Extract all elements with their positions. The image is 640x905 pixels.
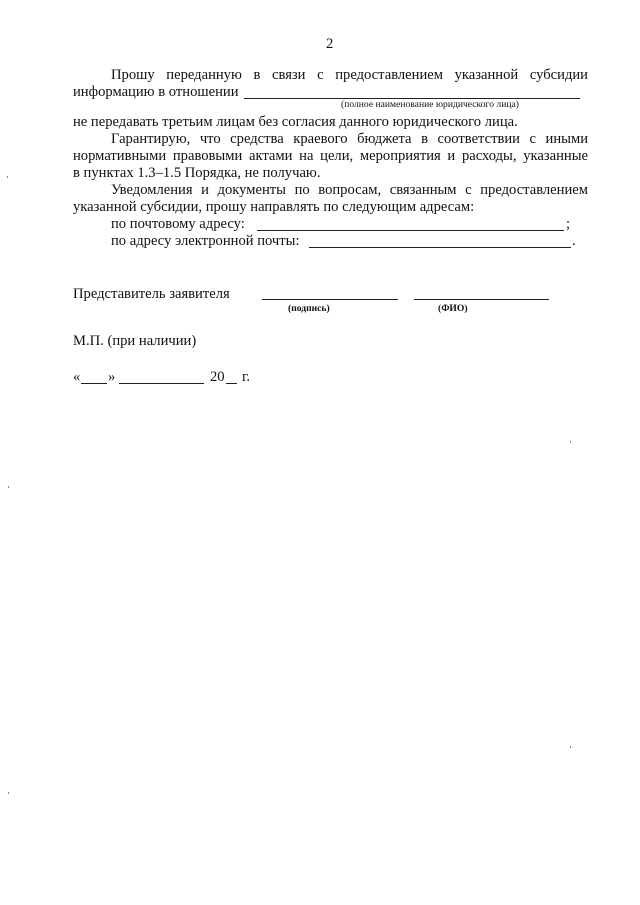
full-name-caption: (ФИО) — [438, 303, 468, 314]
signature-caption: (подпись) — [288, 303, 330, 314]
para3-line1: Уведомления и документы по вопросам, связанным с предоставлением — [111, 182, 588, 198]
para2-line1: Гарантирую, что средства краевого бюджета в соответствии с иными — [111, 131, 588, 147]
postal-address-end: ; — [566, 216, 571, 232]
email-address-label: по адресу электронной почты: — [111, 233, 300, 249]
para1-line3: не передавать третьим лицам без согласия данного юридического лица. — [73, 114, 518, 130]
scan-speck — [570, 746, 571, 748]
scan-speck — [8, 486, 9, 488]
date-year-suffix: г. — [242, 369, 250, 385]
org-name-caption: (полное наименование юридического лица) — [341, 99, 519, 110]
date-close-quote: » — [108, 369, 116, 385]
date-year-line — [226, 383, 237, 384]
para3-line2: указанной субсидии, прошу направлять по следующим адресам: — [73, 199, 475, 215]
date-year-prefix: 20 — [210, 369, 225, 385]
full-name-line — [414, 299, 549, 300]
scan-speck — [7, 176, 8, 178]
date-open-quote: « — [73, 369, 81, 385]
representative-label: Представитель заявителя — [73, 286, 230, 302]
scan-speck — [8, 792, 9, 794]
para1-line2-lead: информацию в отношении — [73, 84, 239, 100]
scan-speck — [570, 441, 571, 443]
seal-label: М.П. (при наличии) — [73, 333, 197, 349]
date-day-line — [81, 383, 107, 384]
para2-line3: в пунктах 1.3–1.5 Порядка, не получаю. — [73, 165, 321, 181]
postal-address-line — [257, 230, 564, 231]
email-address-end: . — [572, 233, 576, 249]
para1-line1: Прошу переданную в связи с предоставлением указанной субсидии — [111, 67, 588, 83]
email-address-line — [309, 247, 571, 248]
postal-address-label: по почтовому адресу: — [111, 216, 245, 232]
para2-line2: нормативными правовыми актами на цели, мероприятия и расходы, указанные — [73, 148, 588, 164]
date-month-line — [119, 383, 204, 384]
page-number: 2 — [326, 36, 334, 52]
signature-line — [262, 299, 398, 300]
